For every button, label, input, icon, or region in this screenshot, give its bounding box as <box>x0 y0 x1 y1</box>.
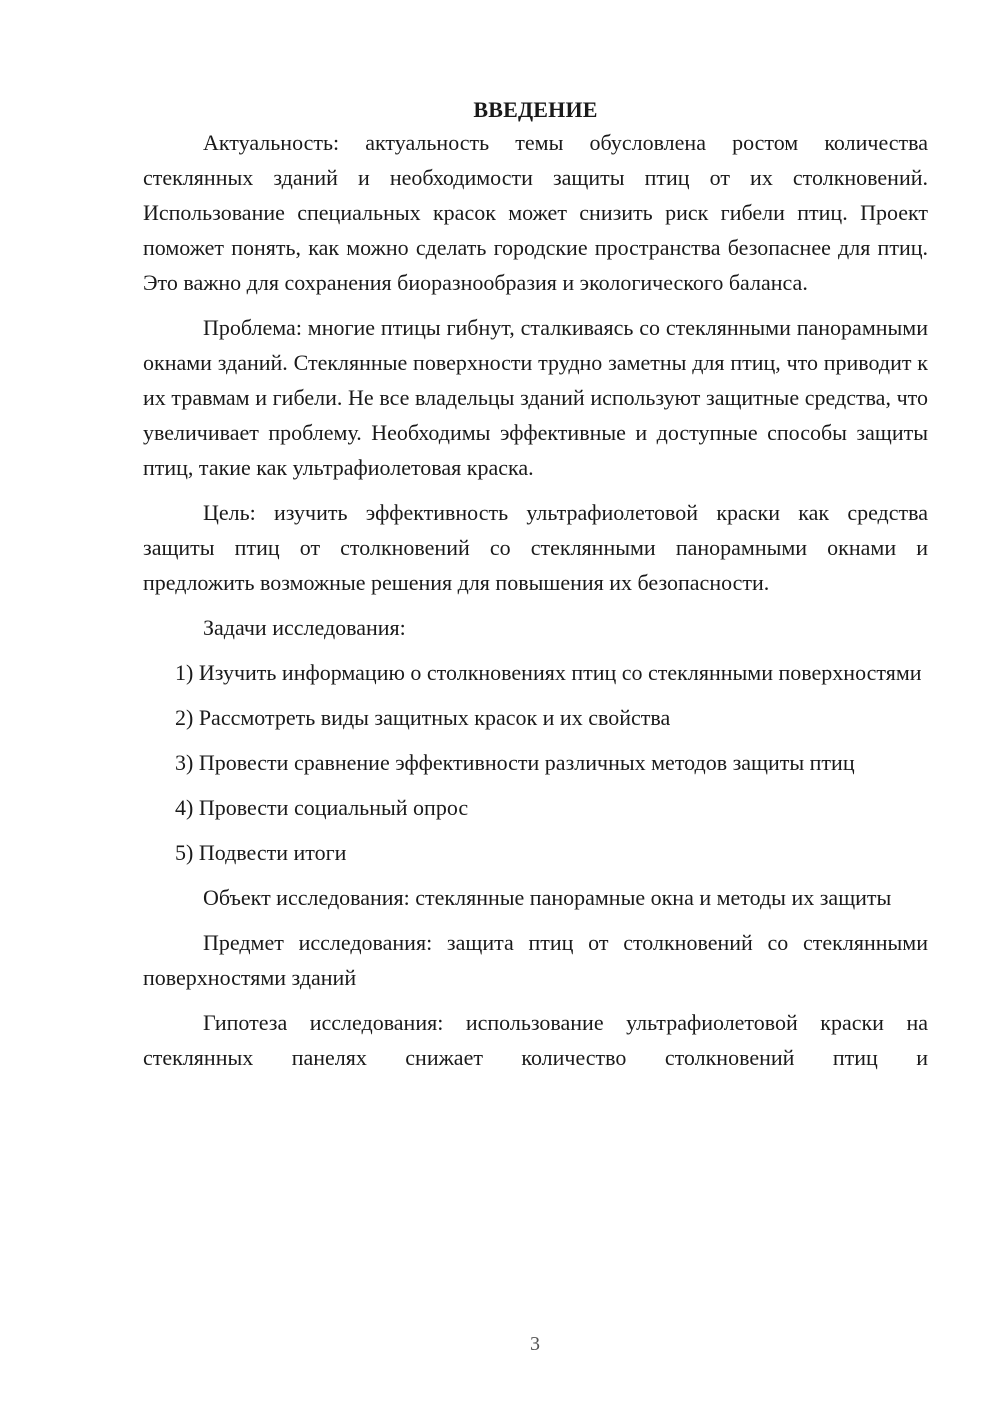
relevance-paragraph: Актуальность: актуальность темы обусловлена ростом количества стеклянных зданий и необходимости защиты птиц от их столкновений. Использование специальных красок может снизить риск гибели птиц. Проект поможет понять, как можно сделать городские пространства безопаснее для птиц. Это важно для сохранения биоразнообразия и экологического баланса. <box>143 130 928 295</box>
page-number: 3 <box>530 1333 540 1355</box>
task-item-3: 3) Провести сравнение эффективности различных методов защиты птиц <box>175 750 855 775</box>
hypothesis-paragraph: Гипотеза исследования: использование ультрафиолетовой краски на стеклянных панелях снижает количество столкновений птиц и <box>143 1010 928 1070</box>
task-item-4: 4) Провести социальный опрос <box>175 795 469 820</box>
task-item-5: 5) Подвести итоги <box>175 840 347 865</box>
subject-paragraph: Предмет исследования: защита птиц от столкновений со стеклянными поверхностями зданий <box>143 930 928 990</box>
tasks-heading: Задачи исследования: <box>203 615 406 640</box>
task-item-1: 1) Изучить информацию о столкновениях птиц со стеклянными поверхностями <box>175 660 922 685</box>
section-title: ВВЕДЕНИЕ <box>473 97 598 122</box>
object-paragraph: Объект исследования: стеклянные панорамные окна и методы их защиты <box>203 885 892 910</box>
problem-paragraph: Проблема: многие птицы гибнут, сталкиваясь со стеклянными панорамными окнами зданий. Стеклянные поверхности трудно заметны для птиц, что приводит к их травмам и гибели. Не все владельцы зданий используют защитные средства, что увеличивает проблему. Необходимы эффективные и доступные способы защиты птиц, такие как ультрафиолетовая краска. <box>143 315 928 480</box>
goal-paragraph: Цель: изучить эффективность ультрафиолетовой краски как средства защиты птиц от столкновений со стеклянными панорамными окнами и предложить возможные решения для повышения их безопасности. <box>143 500 928 595</box>
document-page <box>143 92 928 1085</box>
task-item-2: 2) Рассмотреть виды защитных красок и их свойства <box>175 705 671 730</box>
